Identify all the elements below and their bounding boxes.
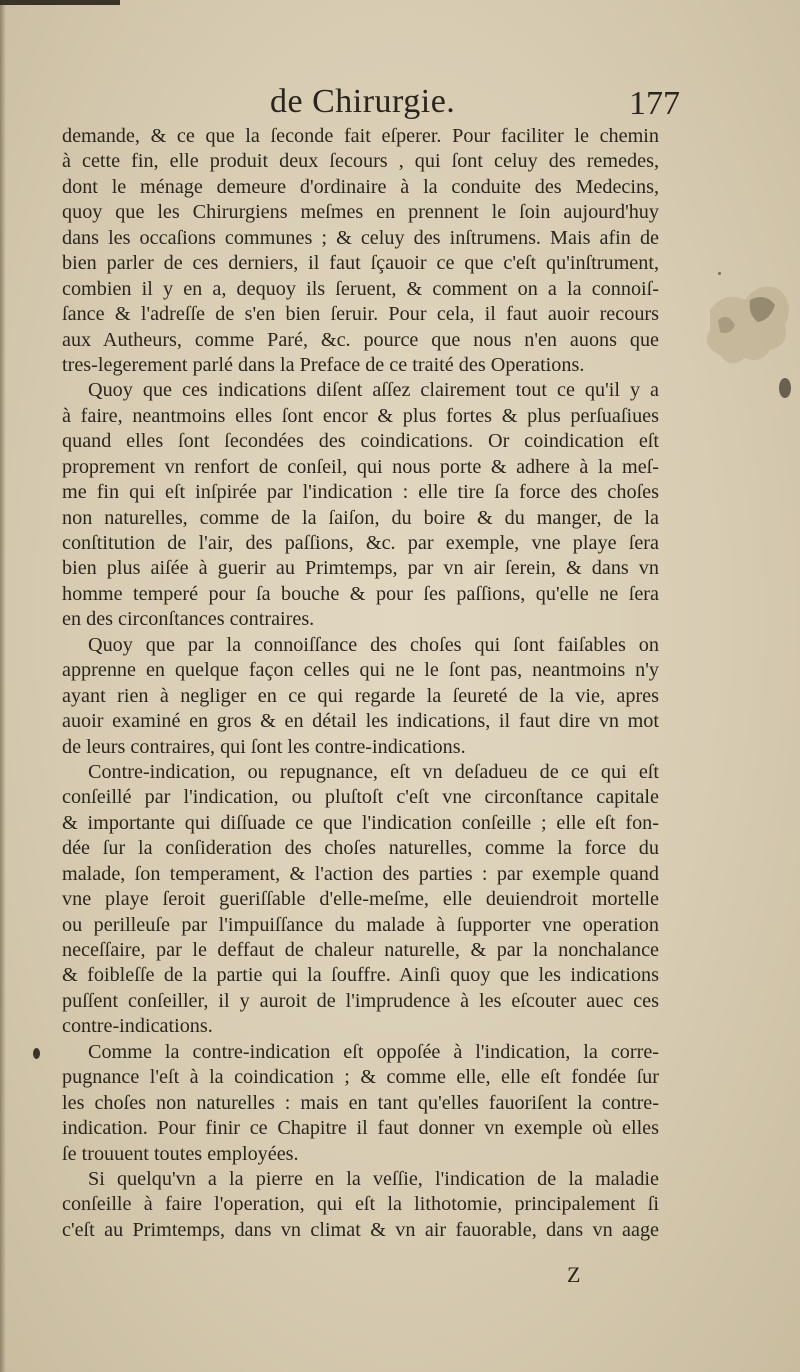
text-line: à cette fin, elle produit deux ſecours , qui ſont celuy des remedes,: [62, 150, 659, 173]
text-line: ſance & l'adreſſe de s'en bien ſeruir. Pour cela, il faut auoir recours: [62, 303, 659, 326]
text-line: Contre-indication, ou repugnance, eſt vn deſadueu de ce qui eſt: [88, 760, 659, 783]
text-line: ſe trouuent toutes employées.: [62, 1142, 299, 1165]
text-line: conſeillé par l'indication, ou pluſtoſt c'eſt vne circonſtance capitale: [62, 786, 659, 809]
text-line: de leurs contraires, qui ſont les contre-indications.: [62, 735, 466, 758]
text-line: neceſſaire, par le deffaut de chaleur naturelle, & par la nonchalance: [62, 939, 659, 961]
page-corner-mark: [0, 0, 120, 5]
text-line: Si quelqu'vn a la pierre en la veſſie, l'indication de la maladie: [88, 1167, 659, 1190]
text-line: bien plus aiſée à guerir au Primtemps, par vn air ſerein, & dans vn: [62, 557, 659, 580]
text-line: dont le ménage demeure d'ordinaire à la conduite des Medecins,: [62, 175, 659, 198]
text-line: conſeille à faire l'operation, qui eſt la lithotomie, principalement ſi: [62, 1193, 659, 1216]
body-text: [62, 124, 659, 1243]
text-line: c'eſt au Primtemps, dans vn climat & vn air fauorable, dans vn aage: [62, 1218, 659, 1241]
text-line: quand elles ſont ſecondées des coindications. Or coindication eſt: [62, 430, 659, 453]
text-line: aux Autheurs, comme Paré, &c. pource que nous n'en auons que: [62, 328, 659, 351]
page-number: 177: [629, 85, 680, 122]
running-title: de Chirurgie.: [270, 83, 456, 120]
text-line: me fin qui eſt inſpirée par l'indication : elle tire ſa force des choſes: [62, 481, 659, 504]
text-line: à faire, neantmoins elles ſont encor & plus fortes & plus perſuaſiues: [62, 404, 659, 427]
text-line: auoir examiné en gros & en détail les indications, il faut dire vn mot: [62, 710, 659, 733]
text-line: combien il y en a, dequoy ils ſeruent, & comment on a la connoiſ-: [62, 277, 659, 300]
text-line: puſſent conſeiller, il y auroit de l'imprudence à les eſcouter auec ces: [62, 989, 659, 1012]
text-line: demande, & ce que la ſeconde fait eſperer. Pour faciliter le chemin: [62, 125, 659, 147]
text-line: les choſes non naturelles : mais en tant qu'elles fauoriſent la contre-: [62, 1091, 659, 1114]
text-line: & foibleſſe de la partie qui la ſouffre. Ainſi quoy que les indications: [62, 964, 659, 987]
text-line: indication. Pour finir ce Chapitre il faut donner vn exemple où elles: [62, 1117, 659, 1140]
text-line: apprenne en quelque façon celles qui ne le ſont pas, neantmoins n'y: [62, 659, 659, 682]
text-line: ayant rien à negliger en ce qui regarde la ſeureté de la vie, apres: [62, 684, 659, 707]
ink-speck: [33, 1048, 40, 1059]
text-line: pugnance l'eſt à la coindication ; & comme elle, elle eſt fondée ſur: [62, 1066, 659, 1089]
text-line: bien parler de ces derniers, il faut ſçauoir ce que c'eſt qu'inſtrument,: [62, 252, 659, 275]
text-line: Quoy que par la connoiſſance des choſes qui ſont faiſables on: [88, 633, 659, 656]
text-line: & importante qui diſſuade ce que l'indication conſeille ; elle eſt fon-: [62, 811, 659, 834]
text-line: dée ſur la conſideration des choſes naturelles, comme la force du: [62, 837, 659, 860]
text-line: non naturelles, comme de la ſaiſon, du boire & du manger, de la: [62, 506, 659, 529]
text-line: vne playe ſeroit gueriſſable d'elle-meſme, elle deuiendroit mortelle: [62, 888, 659, 911]
ink-stain-decoration: [690, 270, 800, 410]
text-line: contre-indications.: [62, 1015, 213, 1038]
text-line: en des circonſtances contraires.: [62, 608, 315, 631]
text-line: malade, ſon temperament, & l'action des parties : par exemple quand: [62, 862, 659, 885]
text-line: quoy que les Chirurgiens meſmes en prennent le ſoin aujourd'huy: [62, 201, 659, 224]
text-line: homme temperé pour ſa bouche & pour ſes paſſions, qu'elle ne ſera: [62, 582, 659, 605]
ink-speck: [718, 272, 721, 275]
text-line: conſtitution de l'air, des paſſions, &c. par exemple, vne playe ſera: [62, 532, 659, 554]
text-line: proprement vn renfort de conſeil, qui nous porte & adhere à la meſ-: [62, 455, 659, 478]
text-line: tres-legerement parlé dans la Preface de ce traité des Operations.: [62, 353, 585, 376]
text-line: ou perilleuſe par l'impuiſſance du malade à ſupporter vne operation: [62, 913, 659, 936]
page-edge-shadow: [0, 0, 6, 1372]
page-header: [270, 82, 680, 128]
text-line: Comme la contre-indication eſt oppoſée à l'indication, la corre-: [88, 1040, 659, 1063]
signature-mark: Z: [567, 1262, 581, 1287]
text-line: Quoy que ces indications diſent aſſez clairement tout ce qu'il y a: [88, 379, 659, 402]
text-line: dans les occaſions communes ; & celuy des inſtrumens. Mais afin de: [62, 226, 659, 249]
